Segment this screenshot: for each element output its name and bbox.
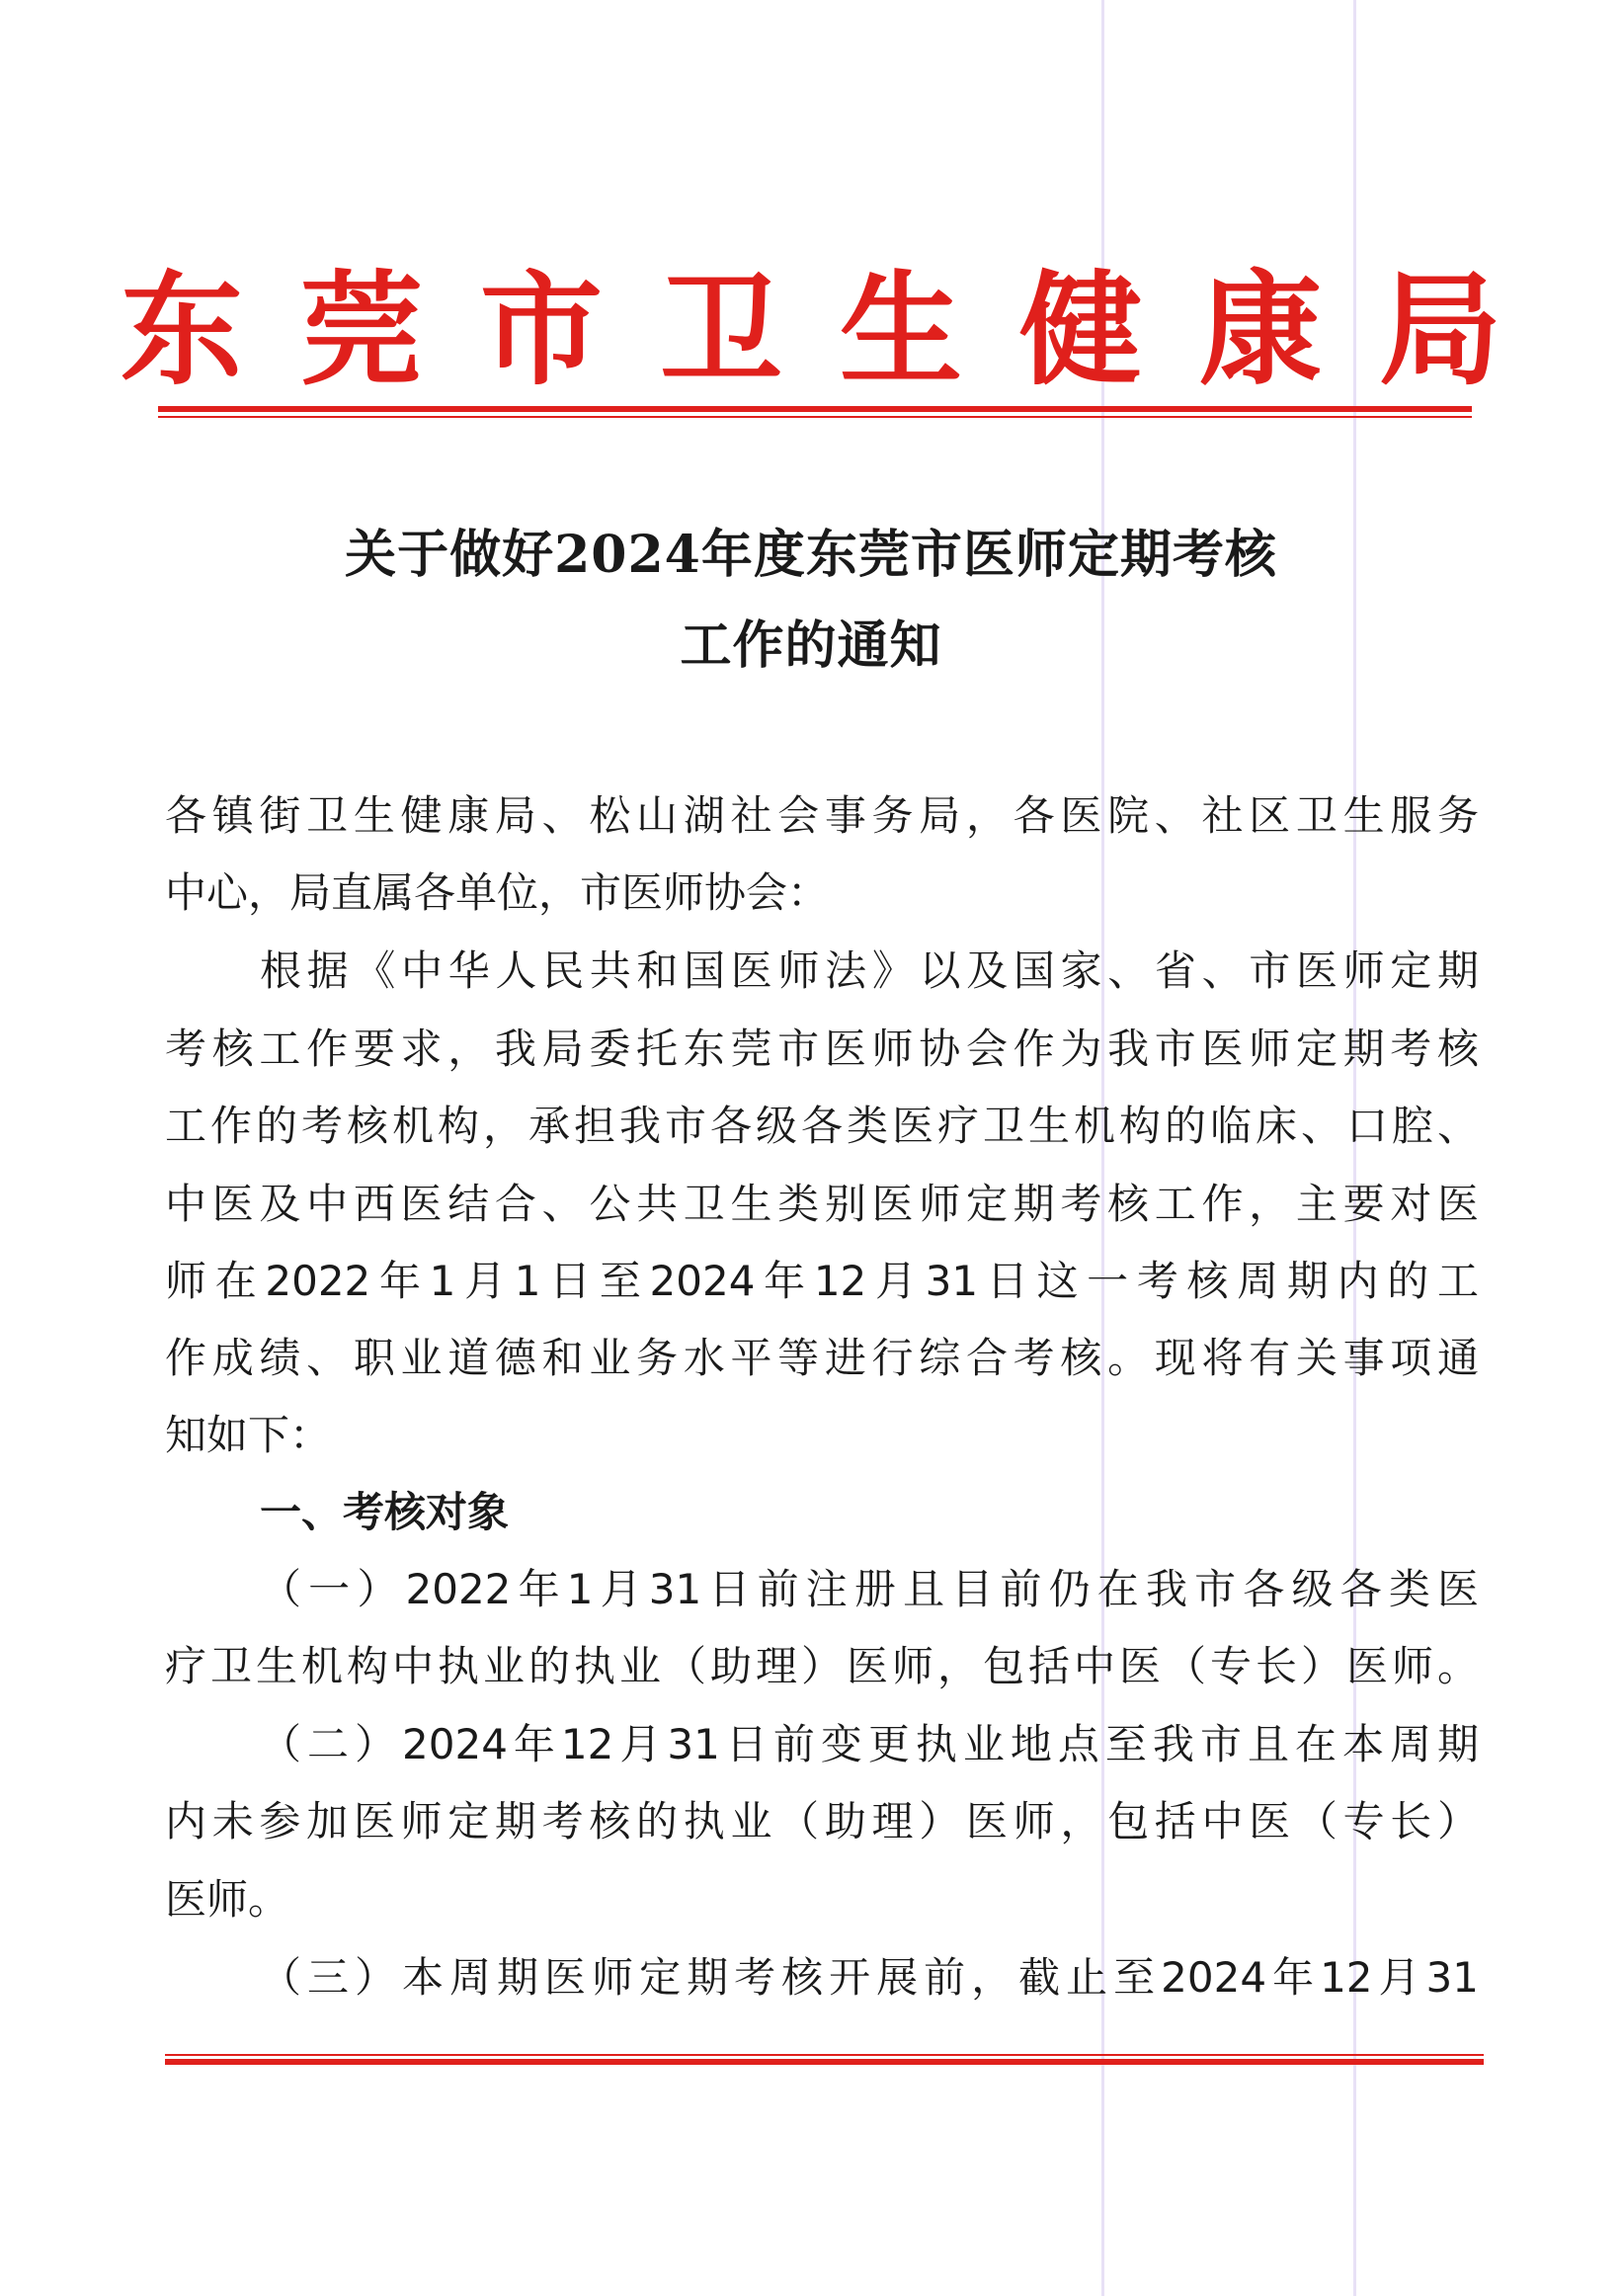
list-item-line: 内未参加医师定期考核的执业（助理）医师，包括中医（专长） xyxy=(165,1797,1479,1845)
paragraph-line: 考核工作要求，我局委托东莞市医师协会作为我市医师定期考核 xyxy=(165,1025,1479,1073)
section-heading: 一、考核对象 xyxy=(260,1488,510,1536)
list-item-line: （一）2022年1月31日前注册且目前仍在我市各级各类医 xyxy=(260,1565,1479,1613)
paragraph-line: 知如下： xyxy=(165,1411,332,1459)
header-rule-thin xyxy=(158,416,1472,418)
paragraph-line: 作成绩、职业道德和业务水平等进行综合考核。现将有关事项通 xyxy=(165,1334,1479,1382)
addressee-line-2: 中心，局直属各单位，市医师协会： xyxy=(165,868,830,917)
paragraph-line: 工作的考核机构，承担我市各级各类医疗卫生机构的临床、口腔、 xyxy=(165,1102,1479,1150)
document-title-line-2: 工作的通知 xyxy=(680,615,942,676)
addressee-line-1: 各镇街卫生健康局、松山湖社会事务局，各医院、社区卫生服务 xyxy=(165,791,1479,840)
list-item-line: 疗卫生机构中执业的执业（助理）医师，包括中医（专长）医师。 xyxy=(165,1642,1479,1690)
list-item-line: （三）本周期医师定期考核开展前，截止至2024年12月31 xyxy=(260,1953,1479,2002)
list-item-line: （二）2024年12月31日前变更执业地点至我市且在本周期 xyxy=(260,1720,1479,1768)
agency-header-title: 东莞市卫生健康局 xyxy=(120,260,1559,402)
document-title-line-1: 关于做好2024年度东莞市医师定期考核 xyxy=(345,525,1277,585)
paragraph-line: 根据《中华人民共和国医师法》以及国家、省、市医师定期 xyxy=(260,946,1479,995)
paragraph-line: 师在2022年1月1日至2024年12月31日这一考核周期内的工 xyxy=(165,1257,1479,1305)
list-item-line: 医师。 xyxy=(165,1875,290,1924)
header-rule-thick xyxy=(158,406,1472,412)
paragraph-line: 中医及中西医结合、公共卫生类别医师定期考核工作，主要对医 xyxy=(165,1180,1479,1228)
footer-rule-thin xyxy=(165,2054,1484,2056)
footer-rule-thick xyxy=(165,2059,1484,2065)
